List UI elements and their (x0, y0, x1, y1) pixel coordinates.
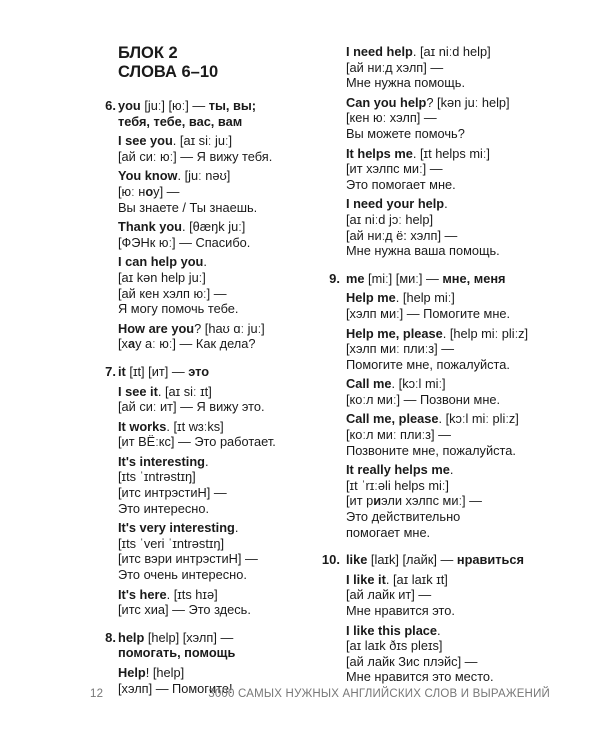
example-line (118, 235, 315, 251)
example-line (346, 126, 563, 142)
text: Мне нужна ваша помощь. (346, 243, 500, 259)
headword-line (118, 114, 315, 130)
example-line (346, 654, 563, 670)
example (346, 146, 563, 193)
example-line (346, 177, 563, 193)
bold-text: нравиться (456, 552, 524, 568)
example-line (346, 110, 563, 126)
text: [хэлп миː плиːз] — (346, 341, 455, 357)
word-entry (90, 98, 315, 352)
text: у] — (153, 183, 180, 199)
text: [ɪts ˈɪntrəstɪŋ] (118, 469, 196, 485)
text: . [aɪ niːd help] (412, 44, 491, 59)
entry-number: 9. (329, 270, 340, 286)
bold-text: Thank you (118, 219, 182, 235)
example-phrase (346, 290, 563, 306)
text: . [help miː pliːz] (442, 325, 529, 341)
text: [коːл миː] — Позвони мне. (346, 391, 501, 407)
text: [х (118, 336, 128, 352)
block-subtitle: СЛОВА 6–10 (118, 63, 219, 81)
example-line (346, 60, 563, 76)
text: ? [kən juː help] (426, 94, 510, 110)
bold-text: ты, вы; (208, 98, 257, 113)
entry-number: 8. (105, 629, 116, 645)
text: Мне нравится это место. (346, 669, 494, 685)
example-line (118, 399, 315, 415)
example (346, 376, 563, 407)
bold-text: It works (118, 418, 167, 434)
bold-text: like (346, 552, 368, 568)
text: . [kɔːl miː] (391, 376, 446, 392)
block-heading (118, 44, 315, 82)
example-phrase (346, 95, 563, 111)
text: Я могу помочь тебе. (118, 301, 239, 317)
text: [aɪ kən help juː] (118, 269, 206, 285)
example-line (346, 443, 563, 459)
word-entry (90, 630, 315, 696)
bold-text: I see it (118, 383, 158, 399)
bold-text: это (188, 363, 210, 379)
block-title: БЛОК 2 (118, 44, 178, 62)
example (346, 196, 563, 258)
bold-text: Help (118, 665, 146, 680)
text: . [aɪ siː ɪt] (157, 383, 212, 399)
text: [juː] [юː] — (140, 98, 209, 113)
text: [хэлп миː] — Помогите мне. (346, 305, 511, 321)
headword-line (118, 364, 315, 380)
example (346, 44, 563, 91)
text: [коːл миː плиːз] — (346, 427, 451, 443)
example-phrase (118, 133, 315, 149)
text: . (203, 254, 207, 270)
example-phrase (118, 168, 315, 184)
example-line (118, 149, 315, 165)
text: Это помогает мне. (346, 176, 456, 192)
example-line (346, 509, 563, 525)
bold-text: Help me, please (346, 325, 443, 341)
bold-text: I like it (346, 571, 386, 587)
word-entry (318, 271, 563, 541)
example-line (118, 469, 315, 485)
word-entry (318, 552, 563, 685)
bold-text: и (373, 493, 382, 509)
example-line (118, 270, 315, 286)
bold-text: о (145, 183, 154, 199)
headword (118, 364, 315, 380)
example-phrase (346, 462, 563, 478)
example (346, 572, 563, 619)
text: . [θæŋk juː] (182, 219, 246, 235)
text: . (449, 462, 454, 478)
bold-text: How are you (118, 320, 195, 336)
example-line (118, 551, 315, 567)
text: [итс вэри интрэстиН] — (118, 551, 258, 567)
bold-text: You know (118, 168, 178, 184)
right-column (318, 44, 563, 697)
text: [ит ВЁːкс] — Это работает. (118, 434, 276, 450)
bold-text: It really helps me (346, 462, 450, 478)
headword-line (346, 552, 563, 568)
example (118, 454, 315, 516)
example (118, 587, 315, 618)
bold-text: It's here (118, 586, 167, 602)
example-phrase (118, 254, 315, 270)
example-line (346, 427, 563, 443)
text: Мне нравится это. (346, 603, 455, 618)
text: [хэлп] — Помогите! (118, 680, 233, 696)
example (346, 411, 563, 458)
text: ? [haʊ ɑː juː] (194, 320, 265, 336)
example-line (346, 638, 563, 654)
page-number: 12 (90, 688, 104, 700)
example-line (346, 212, 563, 228)
text: [ФЭНк юː] — Спасибо. (118, 234, 251, 250)
example (118, 133, 315, 164)
example-line (346, 603, 563, 619)
bold-text: I see you (118, 133, 173, 149)
example-phrase (346, 196, 563, 212)
text: [ит р (346, 493, 374, 509)
bold-text: тебя, тебе, вас, вам (118, 113, 243, 129)
text: . [aɪ laɪk ɪt] (385, 571, 448, 587)
text: [laɪk] [лайк] — (367, 552, 457, 568)
text: [ɪt] [ит] — (125, 363, 189, 379)
left-entries (90, 98, 315, 696)
text: . [aɪ siː juː] (172, 133, 233, 149)
bold-text: I like this place (346, 622, 438, 638)
example-phrase (118, 419, 315, 435)
example-line (118, 536, 315, 552)
example (118, 254, 315, 316)
text: [ит хэлпс миː] — (346, 161, 443, 177)
headword-line (346, 271, 563, 287)
bold-text: помогать, помощь (118, 645, 236, 661)
text: . [ɪt wɜːks] (166, 418, 224, 434)
example-phrase (346, 146, 563, 162)
text: . [ɪts hɪə] (166, 586, 218, 602)
bold-text: а (127, 336, 136, 352)
bold-text: Help me (346, 290, 396, 306)
bold-text: Call me, please (346, 411, 439, 427)
page-footer (90, 688, 550, 704)
text: [ай кен хэлп юː] — (118, 285, 227, 301)
text: ! [help] (145, 665, 185, 680)
entry-continuation (318, 44, 563, 259)
example-line (346, 341, 563, 357)
text: Мне нужна помощь. (346, 75, 466, 91)
example-line (346, 669, 563, 685)
word-entry (90, 364, 315, 618)
text: Вы знаете / Ты знаешь. (118, 199, 258, 215)
example-line (346, 493, 563, 509)
example-phrase (346, 572, 563, 588)
example-phrase (118, 321, 315, 337)
example-line (118, 485, 315, 501)
text: [aɪ laɪk ðɪs pleɪs] (346, 638, 443, 654)
running-title: 3000 САМЫХ НУЖНЫХ АНГЛИЙСКИХ СЛОВ И ВЫРАЖЕНИЙ (208, 688, 550, 700)
example (346, 95, 563, 142)
text: [ай ниːд хэлп] — (346, 59, 444, 75)
example-phrase (346, 44, 563, 60)
example-line (118, 336, 315, 352)
example-phrase (118, 520, 315, 536)
entry-number: 10. (321, 552, 340, 568)
left-column (90, 44, 315, 708)
example-line (346, 243, 563, 259)
bold-text: Can you help (346, 94, 427, 110)
example-line (118, 602, 315, 618)
bold-text: It's interesting (118, 453, 205, 469)
example-phrase (346, 326, 563, 342)
example (118, 520, 315, 582)
headword (346, 552, 563, 568)
example-line (346, 478, 563, 494)
example-line (118, 501, 315, 517)
example-line (118, 184, 315, 200)
example-line (118, 567, 315, 583)
text: Это очень интересно. (118, 567, 247, 583)
example-line (346, 306, 563, 322)
example-line (346, 357, 563, 373)
example-line (118, 286, 315, 302)
text: . [help miː] (395, 290, 455, 306)
text: у аː юː] — Как дела? (135, 336, 256, 352)
example-line (346, 161, 563, 177)
text: Это действительно (346, 509, 461, 525)
bold-text: I can help you (118, 254, 204, 270)
bold-text: It's very interesting (118, 520, 235, 536)
bold-text: It helps me (346, 145, 413, 161)
bold-text: I need your help (346, 196, 445, 212)
text: . (444, 196, 448, 212)
example-phrase (118, 454, 315, 470)
text: [ай сиː юː] — Я вижу тебя. (118, 148, 273, 164)
text: [ай лайк ит] — (346, 587, 432, 603)
example (118, 321, 315, 352)
text: помогает мне. (346, 524, 431, 540)
text: [aɪ niːd jɔː help] (346, 211, 434, 227)
text: [кен юː хэлп] — (346, 110, 437, 126)
entry-number: 7. (105, 363, 116, 379)
example (346, 623, 563, 685)
text: [ай лайк Зис плэйс] — (346, 653, 478, 669)
example (346, 290, 563, 321)
text: . [juː nəʊ] (177, 168, 231, 184)
example-phrase (118, 665, 315, 681)
text: . (204, 453, 209, 469)
text: Вы можете помочь? (346, 125, 465, 141)
text: . [kɔːl miː pliːz] (438, 411, 519, 427)
entry-number: 6. (105, 98, 116, 113)
text: [юː н (118, 183, 146, 199)
bold-text: me (346, 270, 365, 286)
example-phrase (346, 411, 563, 427)
text: [итс хиа] — Это здесь. (118, 602, 251, 618)
headword-line (118, 630, 315, 646)
headword (346, 271, 563, 287)
example (118, 168, 315, 215)
bold-text: мне, меня (442, 270, 506, 286)
text: Это интересно. (118, 500, 210, 516)
headword (118, 630, 315, 661)
example-phrase (118, 219, 315, 235)
text: [ай сиː ит] — Я вижу это. (118, 399, 265, 415)
bold-text: it (118, 363, 126, 379)
example (118, 419, 315, 450)
example-line (118, 301, 315, 317)
headword-line (118, 98, 315, 114)
bold-text: I need help (346, 44, 413, 59)
text: [help] [хэлп] — (144, 629, 234, 645)
text: [miː] [миː] — (364, 270, 443, 286)
example-line (346, 75, 563, 91)
text: Помогите мне, пожалуйста. (346, 356, 510, 372)
bold-text: Call me (346, 376, 392, 392)
text: . (437, 622, 441, 638)
example-phrase (118, 587, 315, 603)
text: . [ɪt helps miː] (412, 145, 490, 161)
text: [ɪt ˈrɪːəli helps miː] (346, 477, 449, 493)
example (118, 384, 315, 415)
right-entries (318, 271, 563, 685)
text: эли хэлпс миː] — (381, 493, 482, 509)
text: . (234, 520, 239, 536)
example (346, 462, 563, 540)
bold-text: you (118, 98, 141, 113)
example-phrase (346, 623, 563, 639)
example-line (346, 392, 563, 408)
text: [ɪts ˈveri ˈɪntrəstɪŋ] (118, 535, 225, 551)
bold-text: help (118, 629, 145, 645)
example-line (118, 434, 315, 450)
headword-line (118, 645, 315, 661)
example-line (346, 228, 563, 244)
example (346, 326, 563, 373)
example-line (346, 525, 563, 541)
example-line (346, 587, 563, 603)
headword (118, 98, 315, 129)
example-line (118, 200, 315, 216)
text: [итс интрэстиН] — (118, 485, 227, 501)
example (118, 219, 315, 250)
example-phrase (118, 384, 315, 400)
example-phrase (346, 376, 563, 392)
text: [ай ниːд ё: хэлп] — (346, 227, 458, 243)
text: Позвоните мне, пожалуйста. (346, 442, 516, 458)
